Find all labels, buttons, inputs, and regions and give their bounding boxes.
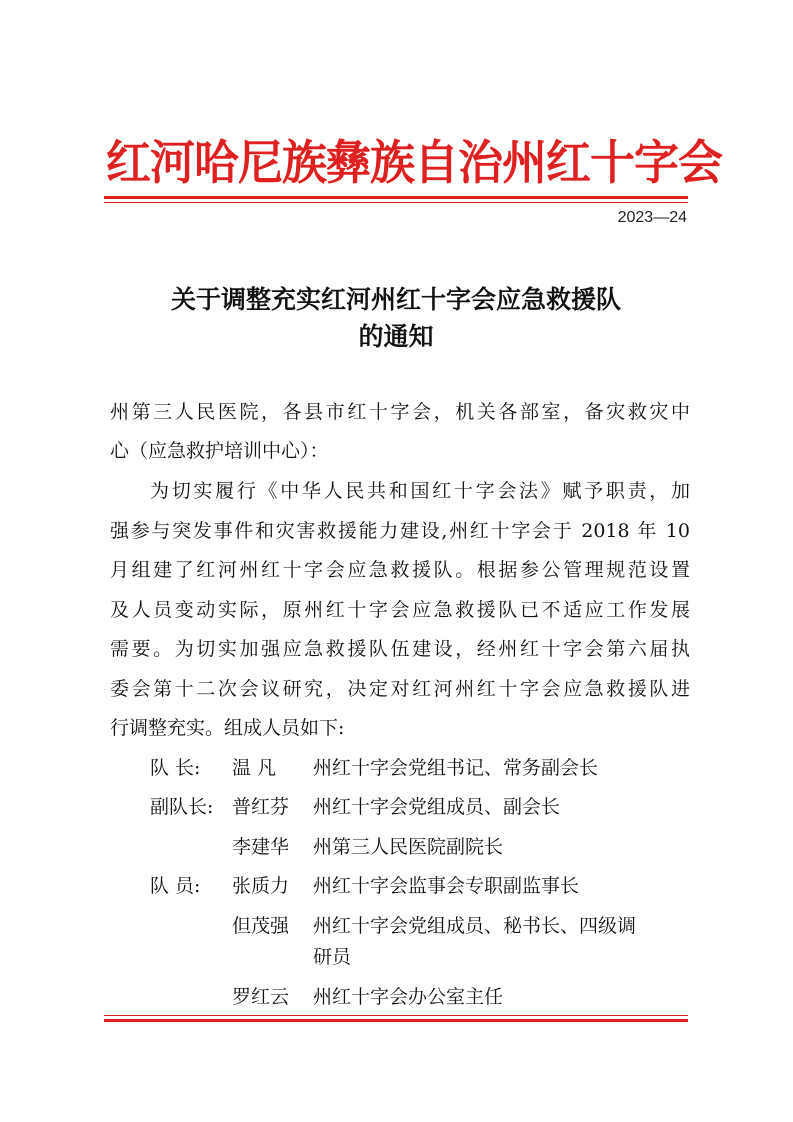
member-name: 李建华: [232, 836, 290, 858]
paragraph-line-4: 及人员变动实际，原州红十字会应急救援队已不适应工作发展: [110, 599, 690, 621]
letterhead-rule-thin: [104, 202, 688, 203]
member-name: 普红芬: [232, 796, 290, 818]
member-duty: 州红十字会党组成员、秘书长、四级调: [313, 915, 637, 937]
member-duty-continued: 研员: [313, 946, 352, 968]
paragraph-line-5: 需要。为切实加强应急救援队伍建设，经州红十字会第六届执: [110, 638, 690, 660]
document-number: 2023—24: [617, 209, 687, 226]
footer-rule-thick: [104, 1019, 688, 1022]
paragraph-line-6: 委会第十二次会议研究，决定对红河州红十字会应急救援队进: [110, 678, 690, 700]
document-title-line-2: 的通知: [358, 322, 434, 351]
member-duty: 州红十字会党组书记、常务副会长: [313, 757, 599, 779]
salutation-line-2: 心（应急救护培训中心）：: [110, 440, 329, 462]
member-name: 但茂强: [232, 915, 290, 937]
member-name: 罗红云: [232, 986, 290, 1008]
member-duty: 州红十字会监事会专职副监事长: [313, 875, 580, 897]
member-duty: 州红十字会党组成员、副会长: [313, 796, 561, 818]
member-role: 队 长:: [150, 757, 201, 779]
salutation-line-1: 州第三人民医院，各县市红十字会，机关各部室，备灾救灾中: [110, 401, 690, 423]
member-duty: 州第三人民医院副院长: [313, 836, 504, 858]
footer-rule-thin: [104, 1015, 688, 1016]
paragraph-line-7: 行调整充实。组成人员如下:: [110, 717, 345, 739]
member-name: 温 凡: [232, 757, 277, 779]
document-title-line-1: 关于调整充实红河州红十字会应急救援队: [170, 285, 621, 314]
paragraph-line-3: 月组建了红河州红十字会应急救援队。根据参公管理规范设置: [110, 559, 690, 581]
member-name: 张质力: [232, 875, 290, 897]
paragraph-line-1: 为切实履行《中华人民共和国红十字会法》赋予职责，加: [150, 480, 690, 502]
letterhead-rule-thick: [104, 196, 688, 199]
member-role: 队 员:: [150, 875, 201, 897]
paragraph-line-2: 强参与突发事件和灾害救援能力建设,州红十字会于 2018 年 10: [110, 520, 690, 542]
member-duty: 州红十字会办公室主任: [313, 986, 504, 1008]
member-role: 副队长:: [150, 796, 214, 818]
letterhead-org-name: 红河哈尼族彝族自治州红十字会: [106, 135, 723, 191]
